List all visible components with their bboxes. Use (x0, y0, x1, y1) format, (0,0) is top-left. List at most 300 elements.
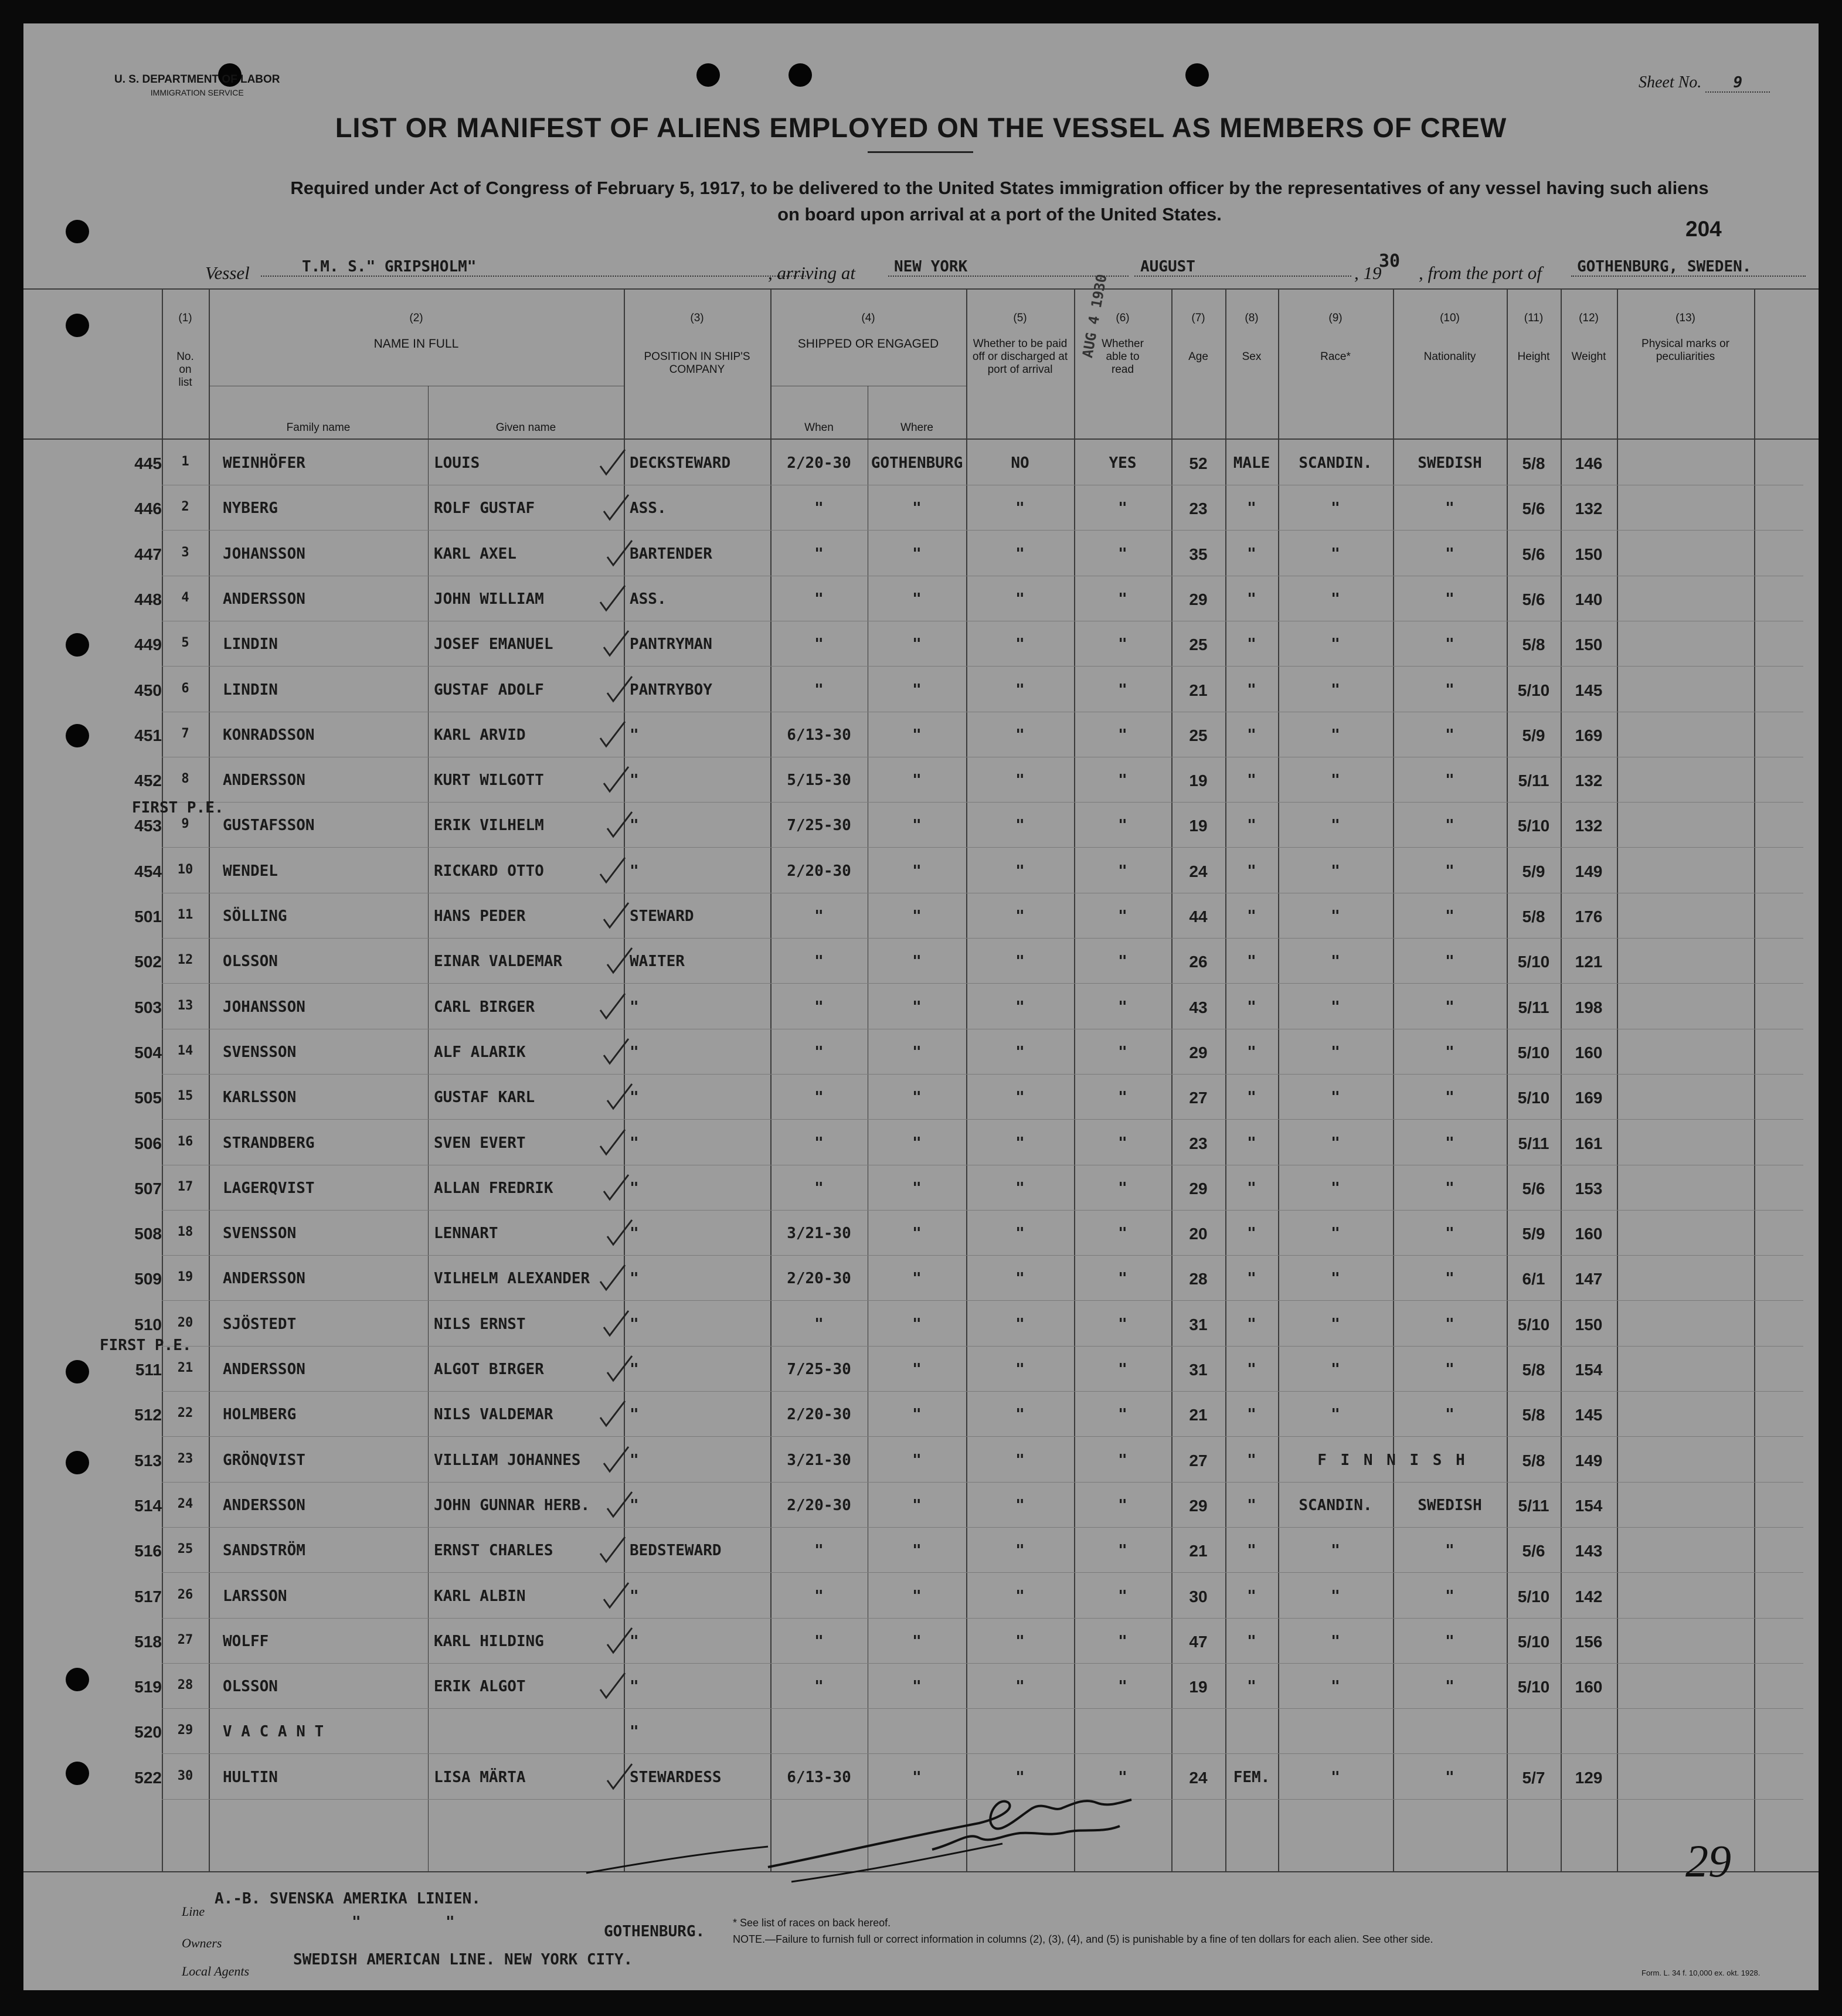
cell-nationality: " (1445, 1361, 1454, 1378)
cell-race: F I N N I S H (1317, 1451, 1467, 1469)
cell-where: " (912, 726, 922, 744)
cell-no: 9 (181, 817, 189, 831)
cell-sex: " (1247, 1497, 1256, 1514)
cell-read: YES (1109, 454, 1137, 472)
cell-height: 5/8 (1522, 1451, 1545, 1470)
cell-list: 448 (134, 590, 162, 608)
cell-when: 3/21-30 (787, 1225, 851, 1242)
date-stamp: AUG 4 1930 (1079, 273, 1110, 359)
cell-sex: " (1247, 635, 1256, 653)
arrival-port: NEW YORK (888, 258, 1129, 277)
punch-hole-icon (66, 220, 89, 243)
table-header-rule (23, 438, 1819, 440)
cell-no: 10 (177, 862, 193, 877)
cell-when: " (814, 1542, 824, 1559)
cell-age: 47 (1189, 1633, 1208, 1651)
checkmark-icon (598, 584, 627, 614)
cell-read: " (1118, 953, 1127, 970)
cell-read: " (1118, 1134, 1127, 1152)
first-pe-note: FIRST P.E. (132, 799, 224, 817)
checkmark-icon (605, 1219, 634, 1248)
cell-given: ALGOT BIRGER (434, 1361, 544, 1378)
cell-read: " (1118, 1678, 1127, 1695)
cell-no: 16 (177, 1134, 193, 1149)
cell-height: 5/8 (1522, 1406, 1545, 1424)
cell-nationality: " (1445, 1678, 1454, 1695)
col-header-7: (7) Age (1188, 312, 1208, 363)
subtitle-line-2: on board upon arrival at a port of the United States. (777, 204, 1222, 225)
cell-paid-off: NO (1011, 454, 1029, 472)
agents-value: SWEDISH AMERICAN LINE. NEW YORK CITY. (293, 1951, 633, 1969)
checkmark-icon (598, 1400, 627, 1429)
cell-family: HULTIN (223, 1769, 278, 1786)
cell-sex: " (1247, 1270, 1256, 1287)
punch-hole-icon (1185, 63, 1209, 87)
checkmark-icon (598, 448, 627, 478)
cell-position: STEWARD (630, 907, 694, 925)
cell-family: V A C A N T (223, 1723, 324, 1740)
cell-position: DECKSTEWARD (630, 454, 731, 472)
cell-where: " (912, 817, 922, 834)
cell-race: " (1331, 545, 1340, 563)
cell-nationality: SWEDISH (1418, 454, 1482, 472)
cell-read: " (1118, 998, 1127, 1016)
cell-list: 503 (134, 998, 162, 1017)
cell-age: 27 (1189, 1451, 1208, 1470)
cell-age: 20 (1189, 1225, 1208, 1243)
cell-height: 5/11 (1518, 771, 1549, 790)
cell-age: 21 (1189, 681, 1208, 699)
cell-height: 5/6 (1522, 1542, 1545, 1560)
cell-race: SCANDIN. (1299, 1497, 1372, 1514)
cell-list: 506 (134, 1134, 162, 1153)
cell-sex: " (1247, 998, 1256, 1016)
cell-where: " (912, 1361, 922, 1378)
cell-list: 504 (134, 1043, 162, 1062)
col-header-13: (13) Physical marks or peculiarities (1642, 312, 1729, 363)
cell-race: " (1331, 1587, 1340, 1605)
cell-when: " (814, 635, 824, 653)
checkmark-icon (605, 1083, 634, 1112)
column-divider (1754, 288, 1755, 1871)
departure-port: GOTHENBURG, SWEDEN. (1571, 258, 1806, 277)
cell-height: 5/6 (1522, 545, 1545, 563)
cell-nationality: " (1445, 907, 1454, 925)
cell-nationality: " (1445, 635, 1454, 653)
cell-where: " (912, 590, 922, 608)
checkmark-icon (601, 1310, 631, 1339)
cell-position: " (630, 1633, 639, 1650)
cell-paid-off: " (1015, 1089, 1025, 1106)
cell-weight: 156 (1575, 1633, 1603, 1651)
cell-race: " (1331, 907, 1340, 925)
cell-family: SÖLLING (223, 907, 287, 925)
cell-position: " (630, 1179, 639, 1197)
cell-family: GRÖNQVIST (223, 1451, 305, 1469)
checkmark-icon (605, 811, 634, 840)
cell-height: 5/10 (1517, 1043, 1550, 1062)
cell-no: 12 (177, 953, 193, 967)
cell-family: KARLSSON (223, 1089, 297, 1106)
cell-where: " (912, 1678, 922, 1695)
cell-position: " (630, 1497, 639, 1514)
cell-where: " (912, 1043, 922, 1061)
cell-height: 5/10 (1517, 1089, 1550, 1107)
cell-list: 452 (134, 771, 162, 790)
cell-race: " (1331, 1043, 1340, 1061)
checkmark-icon (601, 1038, 631, 1067)
checkmark-icon (598, 1536, 627, 1565)
cell-weight: 132 (1575, 771, 1603, 790)
cell-weight: 140 (1575, 590, 1603, 608)
cell-family: ANDERSSON (223, 771, 305, 789)
cell-no: 24 (177, 1497, 193, 1511)
cell-no: 18 (177, 1225, 193, 1239)
checkmark-icon (598, 1128, 627, 1158)
year-prefix: , 19 (1354, 263, 1382, 283)
cell-nationality: " (1445, 1270, 1454, 1287)
cell-position: STEWARDESS (630, 1769, 722, 1786)
cell-list: 451 (134, 726, 162, 744)
cell-no: 26 (177, 1587, 193, 1602)
cell-paid-off: " (1015, 862, 1025, 880)
cell-age: 29 (1189, 1043, 1208, 1062)
races-note: * See list of races on back hereof. (733, 1917, 891, 1929)
cell-weight: 153 (1575, 1179, 1603, 1198)
cell-read: " (1118, 1225, 1127, 1242)
column-divider (1617, 288, 1618, 1871)
checkmark-icon (598, 992, 627, 1022)
cell-when: " (814, 681, 824, 699)
cell-paid-off: " (1015, 771, 1025, 789)
cell-height: 5/9 (1522, 726, 1545, 744)
cell-weight: 169 (1575, 726, 1603, 744)
cell-position: ASS. (630, 499, 667, 517)
cell-no: 14 (177, 1043, 193, 1058)
cell-position: " (630, 1315, 639, 1333)
col-header-given: Given name (495, 421, 556, 434)
cell-where: " (912, 907, 922, 925)
cell-read: " (1118, 1270, 1127, 1287)
cell-given: SVEN EVERT (434, 1134, 526, 1152)
cell-where: " (912, 1769, 922, 1786)
row-rule (162, 1436, 1803, 1437)
cell-age: 25 (1189, 635, 1208, 654)
cell-when: 2/20-30 (787, 1497, 851, 1514)
cell-height: 5/11 (1518, 1497, 1549, 1515)
cell-read: " (1118, 545, 1127, 563)
cell-paid-off: " (1015, 545, 1025, 563)
row-rule (162, 666, 1803, 667)
cell-nationality: " (1445, 545, 1454, 563)
row-rule (162, 1482, 1803, 1483)
cell-age: 28 (1189, 1270, 1208, 1288)
cell-no: 8 (181, 771, 189, 786)
cell-where: " (912, 681, 922, 699)
cell-sex: " (1247, 1678, 1256, 1695)
row-rule (162, 1618, 1803, 1619)
row-rule (162, 1210, 1803, 1211)
cell-age: 31 (1189, 1315, 1208, 1334)
cell-read: " (1118, 771, 1127, 789)
cell-where: " (912, 998, 922, 1016)
cell-race: " (1331, 953, 1340, 970)
cell-nationality: " (1445, 499, 1454, 517)
cell-nationality: " (1445, 1542, 1454, 1559)
cell-nationality: " (1445, 1179, 1454, 1197)
manifest-sheet (23, 23, 1819, 1990)
cell-sex: " (1247, 1315, 1256, 1333)
col-header-6: (6) Whether able to read (1102, 312, 1144, 376)
cell-age: 19 (1189, 771, 1208, 790)
cell-when: " (814, 1089, 824, 1106)
cell-age: 24 (1189, 862, 1208, 880)
cell-race: " (1331, 1089, 1340, 1106)
cell-sex: FEM. (1233, 1769, 1270, 1786)
cell-where: " (912, 953, 922, 970)
cell-nationality: " (1445, 1225, 1454, 1242)
cell-nationality: " (1445, 771, 1454, 789)
cell-weight: 154 (1575, 1497, 1603, 1515)
cell-height: 5/10 (1517, 1678, 1550, 1696)
cell-list: 510 (134, 1315, 162, 1334)
cell-no: 5 (181, 635, 189, 650)
cell-paid-off: " (1015, 1451, 1025, 1469)
cell-height: 5/10 (1517, 817, 1550, 835)
page-title: LIST OR MANIFEST OF ALIENS EMPLOYED ON THE VESSEL AS MEMBERS OF CREW (335, 112, 1507, 143)
line-label: Line (182, 1904, 205, 1919)
cell-paid-off: " (1015, 1769, 1025, 1786)
cell-given: KARL ALBIN (434, 1587, 526, 1605)
cell-height: 5/7 (1522, 1769, 1545, 1787)
cell-height: 5/10 (1517, 1315, 1550, 1334)
cell-weight: 132 (1575, 499, 1603, 518)
cell-read: " (1118, 1769, 1127, 1786)
cell-no: 7 (181, 726, 189, 741)
cell-position: " (630, 1406, 639, 1423)
cell-read: " (1118, 726, 1127, 744)
cell-nationality: " (1445, 1089, 1454, 1106)
cell-race: " (1331, 1678, 1340, 1695)
row-rule (162, 983, 1803, 984)
cell-given: HANS PEDER (434, 907, 526, 925)
cell-where: " (912, 1225, 922, 1242)
cell-where: " (912, 545, 922, 563)
cell-age: 44 (1189, 907, 1208, 926)
col-header-5: (5) Whether to be paid off or discharged at port of arrival (972, 312, 1068, 376)
cell-read: " (1118, 681, 1127, 699)
punch-hole-icon (696, 63, 720, 87)
cell-given: JOHN WILLIAM (434, 590, 544, 608)
cell-race: " (1331, 1315, 1340, 1333)
subtitle (193, 175, 1806, 227)
cell-read: " (1118, 862, 1127, 880)
checkmark-icon (605, 947, 634, 976)
cell-given: EINAR VALDEMAR (434, 953, 563, 970)
checkmark-icon (605, 1491, 634, 1520)
cell-sex: " (1247, 771, 1256, 789)
cell-sex: " (1247, 1633, 1256, 1650)
cell-age: 24 (1189, 1769, 1208, 1787)
cell-height: 5/10 (1517, 681, 1550, 699)
owners-ditto: " (352, 1913, 361, 1931)
cell-paid-off: " (1015, 1587, 1025, 1605)
checkmark-icon (598, 1672, 627, 1701)
cell-given: ERIK VILHELM (434, 817, 544, 834)
cell-race: " (1331, 1179, 1340, 1197)
cell-family: JOHANSSON (223, 998, 305, 1016)
cell-weight: 129 (1575, 1769, 1603, 1787)
cell-nationality: " (1445, 1769, 1454, 1786)
cell-family: SVENSSON (223, 1225, 297, 1242)
cell-list: 509 (134, 1270, 162, 1288)
cell-paid-off: " (1015, 1361, 1025, 1378)
cell-nationality: " (1445, 1633, 1454, 1650)
checkmark-icon (601, 494, 631, 523)
cell-nationality: " (1445, 817, 1454, 834)
cell-age: 35 (1189, 545, 1208, 563)
cell-read: " (1118, 1497, 1127, 1514)
cell-family: LAGERQVIST (223, 1179, 315, 1197)
cell-age: 23 (1189, 1134, 1208, 1153)
vessel-name: T.M. S." GRIPSHOLM" (261, 258, 806, 277)
table-header (23, 288, 1819, 438)
cell-given: ERNST CHARLES (434, 1542, 553, 1559)
cell-family: ANDERSSON (223, 1361, 305, 1378)
cell-no: 17 (177, 1179, 193, 1194)
cell-sex: " (1247, 1134, 1256, 1152)
owners-label: Owners (182, 1936, 222, 1950)
cell-family: SJÖSTEDT (223, 1315, 297, 1333)
column-divider (209, 288, 210, 1871)
col-header-12: (12) Weight (1571, 312, 1606, 363)
cell-given: KURT WILGOTT (434, 771, 544, 789)
cell-nationality: " (1445, 1315, 1454, 1333)
cell-height: 5/10 (1517, 953, 1550, 971)
from-port-label: , from the port of (1419, 263, 1542, 283)
cell-list: 446 (134, 499, 162, 518)
row-rule (162, 1074, 1803, 1075)
checkmark-icon (601, 766, 631, 795)
cell-position: " (630, 1678, 639, 1695)
cell-when: 2/20-30 (787, 862, 851, 880)
cell-family: ANDERSSON (223, 1270, 305, 1287)
cell-where: GOTHENBURG (871, 454, 963, 472)
cell-age: 19 (1189, 1678, 1208, 1696)
cell-no: 21 (177, 1361, 193, 1375)
cell-sex: " (1247, 681, 1256, 699)
cell-position: " (630, 1587, 639, 1605)
cell-where: " (912, 1315, 922, 1333)
cell-race: SCANDIN. (1299, 454, 1372, 472)
punch-hole-icon (66, 1360, 89, 1383)
cell-family: LARSSON (223, 1587, 287, 1605)
cell-nationality: SWEDISH (1418, 1497, 1482, 1514)
cell-race: " (1331, 1134, 1340, 1152)
cell-paid-off: " (1015, 817, 1025, 834)
cell-nationality: " (1445, 590, 1454, 608)
vessel-label: Vessel (205, 263, 250, 283)
checkmark-icon (598, 1264, 627, 1293)
cell-weight: 149 (1575, 862, 1603, 880)
cell-family: WENDEL (223, 862, 278, 880)
cell-paid-off: " (1015, 998, 1025, 1016)
owners-value: GOTHENBURG. (604, 1923, 705, 1940)
cell-list: 453 (134, 817, 162, 835)
cell-no: 6 (181, 681, 189, 696)
cell-race: " (1331, 726, 1340, 744)
cell-height: 5/10 (1517, 1587, 1550, 1606)
cell-age: 29 (1189, 590, 1208, 608)
year-suffix: 30 (1379, 251, 1401, 271)
cell-given: KARL ARVID (434, 726, 526, 744)
cell-weight: 146 (1575, 454, 1603, 472)
punch-hole-icon (66, 633, 89, 657)
cell-given: NILS ERNST (434, 1315, 526, 1333)
cell-age: 19 (1189, 817, 1208, 835)
cell-given: VILLIAM JOHANNES (434, 1451, 581, 1469)
form-id: Form. L. 34 f. 10,000 ex. okt. 1928. (1642, 1969, 1761, 1977)
cell-family: GUSTAFSSON (223, 817, 315, 834)
row-rule (162, 1753, 1803, 1754)
cell-race: " (1331, 1542, 1340, 1559)
row-rule (162, 847, 1803, 848)
cell-given: JOSEF EMANUEL (434, 635, 553, 653)
cell-family: NYBERG (223, 499, 278, 517)
cell-nationality: " (1445, 862, 1454, 880)
cell-family: OLSSON (223, 1678, 278, 1695)
penalty-note: NOTE.—Failure to furnish full or correct information in columns (2), (3), (4), and (5) is punishable by a fine of ten dollars for each alien. See other side. (733, 1933, 1433, 1945)
cell-sex: " (1247, 1043, 1256, 1061)
cell-weight: 161 (1575, 1134, 1603, 1153)
cell-list: 516 (134, 1542, 162, 1560)
cell-paid-off: " (1015, 1225, 1025, 1242)
checkmark-icon (601, 1582, 631, 1611)
cell-no: 23 (177, 1451, 193, 1466)
row-rule (162, 802, 1803, 803)
cell-list: 502 (134, 953, 162, 971)
cell-position: " (630, 726, 639, 744)
checkmark-icon (598, 856, 627, 886)
cell-height: 5/8 (1522, 907, 1545, 926)
cell-when: " (814, 1134, 824, 1152)
row-rule (162, 1527, 1803, 1528)
cell-age: 21 (1189, 1406, 1208, 1424)
cell-when: " (814, 499, 824, 517)
sheet-number (1639, 73, 1770, 93)
cell-where: " (912, 499, 922, 517)
cell-family: LINDIN (223, 635, 278, 653)
cell-family: WOLFF (223, 1633, 269, 1650)
cell-height: 5/6 (1522, 590, 1545, 608)
cell-paid-off: " (1015, 1043, 1025, 1061)
cell-read: " (1118, 907, 1127, 925)
cell-given: LISA MÄRTA (434, 1769, 526, 1786)
cell-list: 447 (134, 545, 162, 563)
cell-where: " (912, 1587, 922, 1605)
cell-given: KARL AXEL (434, 545, 516, 563)
cell-weight: 160 (1575, 1678, 1603, 1696)
cell-weight: 142 (1575, 1587, 1603, 1606)
row-rule (162, 938, 1803, 939)
cell-paid-off: " (1015, 907, 1025, 925)
cell-list: 519 (134, 1678, 162, 1696)
cell-weight: 121 (1575, 953, 1603, 971)
cell-read: " (1118, 1406, 1127, 1423)
checkmark-icon (601, 1446, 631, 1475)
cell-when: " (814, 953, 824, 970)
cell-no: 4 (181, 590, 189, 605)
